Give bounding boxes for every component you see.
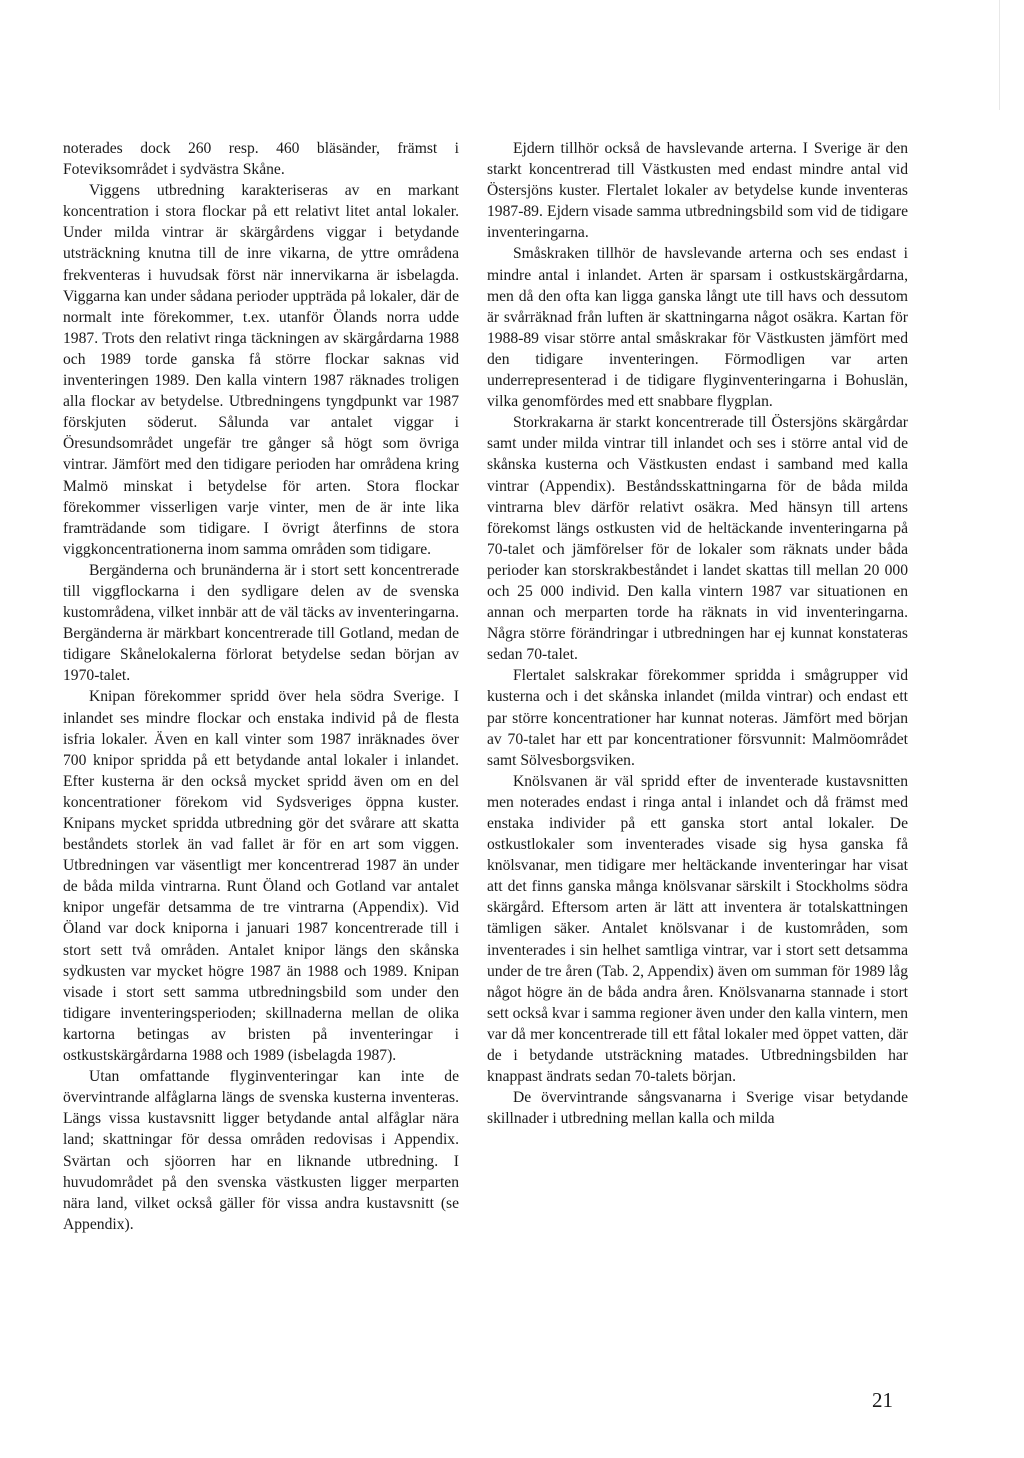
paragraph: De övervintrande sångsvanarna i Sverige visar betydande skillnader i utbredning mellan kalla och milda [487,1089,908,1128]
paragraph: Flertalet salskrakar förekommer spridda i smågrupper vid kusterna och i det skånska inlandet (milda vintrar) och endast ett par större koncentrationer har kunnat noteras. Jämfört med början av 70-talet har ett par koncentrationer försvunnit: Malmöområdet samt Sölvesborgsviken. [487,667,908,769]
page-number: 21 [872,1388,893,1412]
paragraph: Knölsvanen är väl spridd efter de inventerade kustavsnitten men noterades endast i ringa antal i inlandet och då främst med enstaka individer på ett ganska stort antal lokaler. De ostkustlokaler som inventerades visade sig hysa ganska få knölsvanar, men tidigare mer heltäckande inventeringar har visat att det finns ganska många knölsvanar särskilt i Stockholms södra skärgård. Eftersom arten är lätt att inventera är totalskattningen tämligen säker. Antalet knölsvanar i de kustområden, som inventerades i sin helhet samtliga vintrar, var i stort sett detsamma under de tre åren (Tab. 2, Appendix) även om summan för 1989 låg något högre än de båda andra åren. Knölsvanarna stannade i stort sett också kvar i samma regioner även under den kalla vintern, men var då mer koncentrerade till ett fåtal lokaler med öppet vatten, där de i betydande utsträckning matades. Utbredningsbilden har knappast ändrats sedan 70-talets början. [487,772,908,1086]
paragraph: Bergänderna och brunänderna är i stort sett koncentrerade till viggflockarna i den sydligare delen av de svenska kustområdena, vilket innbär att de väl täcks av inventeringarna. Bergänderna är märkbart koncentrerade till Gotland, medan de tidigare Skånelokalerna förlorat betydelse sedan början av 1970-talet. [63,561,459,685]
paragraph: Småskraken tillhör de havslevande arterna och ses endast i mindre antal i inlandet. Arten är sparsam i ostkustskärgårdarna, men då den ofta kan ligga ganska långt ute till havs och dessutom är svårräknad från luften är skattningarna något osäkra. Kartan för 1988-89 visar större antal småskrakar för Västkusten jämfört med den tidigare inventeringen. Förmodligen var arten underrepresenterad i de tidigare flyginventeringarna i Bohuslän, vilka genomfördes med ett snabbare flygplan. [487,245,908,411]
scan-edge-line [999,0,1000,110]
left-text-column [63,138,459,1235]
paragraph: Viggens utbredning karakteriseras av en markant koncentration i stora flockar på ett relativt litet antal lokaler. Under milda vintrar är skärgårdens viggar i betydande utsträckning knutna till de inre vikarna, de yttre områdena frekventeras i huvudsak först när innervikarna är isbelagda. Viggarna kan under sådana perioder uppträda på lokaler, där de normalt inte förekommer, t.ex. utanför Ölands norra udde 1987. Trots den relativt ringa täckningen av skärgårdarna 1988 och 1989 torde ganska få större flockar saknas vid inventeringen 1989. Den kalla vintern 1987 räknades troligen alla flockar av betydelse. Utbredningens tyngdpunkt var 1987 förskjuten söderut. Sålunda var antalet viggar i Öresundsområdet ungefär tre gånger så högt som övriga vintrar. Jämfört med den tidigare perioden har områdena kring Malmö minskat i betydelse för arten. Stora flockar förekommer visserligen varje vinter, men de är inte lika framträdande som tidigare. I övrigt återfinns de stora viggkoncentrationerna inom samma områden som tidigare. [63,182,459,558]
paragraph: Knipan förekommer spridd över hela södra Sverige. I inlandet ses mindre flockar och enstaka individ på de flesta isfria lokaler. Även en kall vinter som 1987 inräknades över 700 knipor spridda på ett betydande antal lokaler i inlandet. Efter kusterna är den också mycket spridd även om en del koncentrationer förekom vid Sydsveriges öppna kuster. Knipans mycket spridda utbredning gör det svårare att skatta beståndets storlek än vad fallet är för en art som viggen. Utbredningen var väsentligt mer koncentrerad 1987 än under de båda milda vintrarna. Runt Öland och Gotland var antalet knipor ungefär detsamma de tre vintrarna (Appendix). Vid Öland var dock kniporna i januari 1987 koncentrerade till i stort sett två områden. Antalet knipor längs den skånska sydkusten var mycket högre 1987 än 1988 och 1989. Knipan visade i stort sett samma utbredningsbild som under den tidigare inventeringsperioden; skillnaderna mellan de olika kartorna betingas av bristen på inventeringar i ostkustskärgårdarna 1988 och 1989 (isbelagda 1987). [63,688,459,1065]
right-text-column [487,138,908,1129]
paragraph: Storkrakarna är starkt koncentrerade till Östersjöns skärgårdar samt under milda vintrar till inlandet och ses i större antal vid de skånska kusterna och Västkusten endast i samband med kalla vintrar (Appendix). Beståndsskattningarna för de båda milda vintrarna blev därför relativt osäkra. Med hänsyn till artens förekomst längs ostkusten vid de heltäckande inventeringarna på 70-talet och jämförelser för de lokaler som räknats under båda perioder kan storskrakbeståndet i landet skattas till mellan 20 000 och 25 000 individ. Den kalla vintern 1987 var situationen en annan och merparten torde ha räknats in vid inventeringarna. Några större förändringar i utbredningen har ej kunnat konstateras sedan 70-talet. [487,414,908,664]
paragraph: Utan omfattande flyginventeringar kan inte de övervintrande alfåglarna längs de svenska kusterna inventeras. Längs vissa kustavsnitt ligger betydande antal alfåglar nära land; skattningar för dessa områden redovisas i Appendix. Svärtan och sjöorren har en liknande utbredning. I huvudområdet på den svenska västkusten ligger merparten nära land, vilket också gäller för vissa andra kustavsnitt (se Appendix). [63,1068,459,1233]
paragraph: Ejdern tillhör också de havslevande arterna. I Sverige är den starkt koncentrerad till Västkusten med endast mindre antal vid Östersjöns kuster. Flertalet lokaler av betydelse kunde inventeras 1987-89. Ejdern visade samma utbredningsbild som vid de tidigare inventeringarna. [487,140,908,242]
paragraph: noterades dock 260 resp. 460 bläsänder, främst i Foteviksområdet i sydvästra Skåne. [63,140,459,179]
